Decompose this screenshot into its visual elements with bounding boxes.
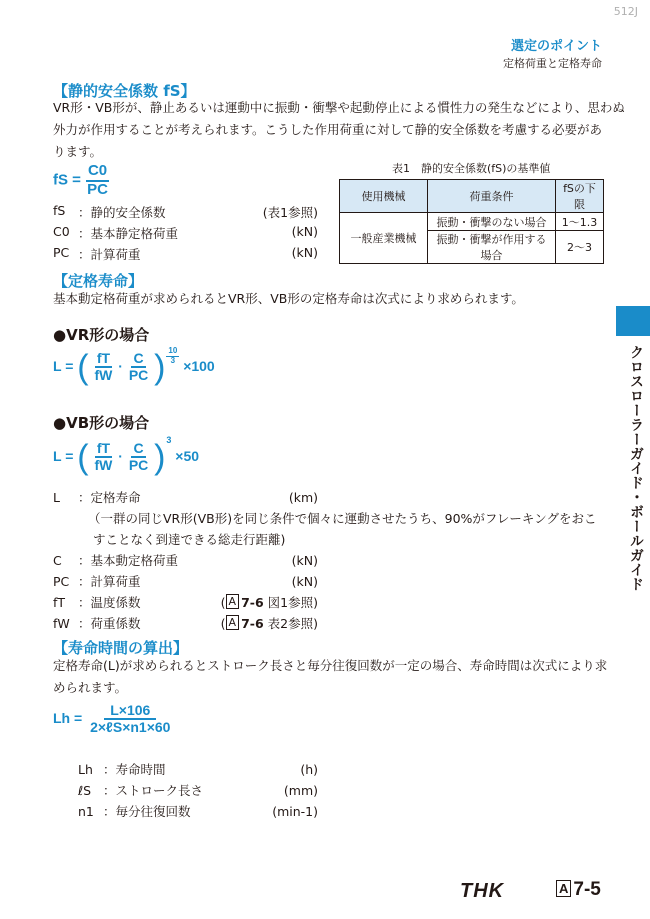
def-symbol: fW: [53, 616, 70, 631]
def-unit: (表1参照): [262, 205, 318, 220]
def-description: ：温度係数: [78, 595, 141, 610]
page-number: [556, 879, 601, 901]
section-body-static-safety: [53, 97, 625, 163]
note-line: （一群の同じVR形(VB形)を同じ条件で個々に運動させたうち、90%がフレーキングをおこ: [88, 511, 597, 526]
table-cell: 2〜3: [556, 231, 604, 264]
definition-row: [53, 245, 318, 266]
formula-lhs: L =: [53, 448, 74, 464]
def-symbol: fT: [53, 595, 66, 610]
def-symbol: PC: [53, 574, 70, 589]
table-row: [340, 213, 604, 231]
def-description: ：寿命時間: [103, 762, 166, 777]
note-line: すことなく到達できる総走行距離): [93, 532, 286, 547]
formula-denominator: PC: [128, 457, 149, 474]
table-cell: 振動・衝撃が作用する場合: [428, 231, 556, 264]
definition-row: [53, 487, 318, 508]
table-cell: 1〜1.3: [556, 213, 604, 231]
body-line: ります。: [53, 144, 103, 159]
header-title: 選定のポイント: [510, 39, 602, 54]
paren-close: ): [154, 438, 166, 477]
body-line: VR形・VB形が、静止あるいは運動中に振動・衝撃や起動停止による慣性力の発生などにより、思わぬ: [53, 100, 625, 115]
definition-row: [53, 613, 318, 634]
paren-close: ): [154, 348, 166, 387]
page-number-value: 7-5: [573, 879, 601, 900]
def-symbol: C: [53, 553, 62, 568]
formula-fraction: [92, 351, 114, 384]
formula-numerator: L×106: [104, 703, 156, 720]
table-cell: 振動・衝撃のない場合: [428, 213, 556, 231]
definition-row: [53, 550, 318, 571]
exponent-numerator: 10: [168, 346, 178, 355]
table-header-row: [340, 180, 604, 213]
side-tab-marker: [616, 306, 650, 336]
def-description: ：静的安全係数: [78, 205, 166, 220]
formula-numerator: C: [131, 351, 145, 368]
def-description: ：基本静定格荷重: [78, 226, 179, 241]
def-symbol: C0: [53, 224, 70, 239]
formula-numerator: C0: [86, 163, 109, 182]
definition-row: [78, 780, 318, 801]
side-tab-label: クロスローラーガイド・ボールガイド: [628, 345, 644, 592]
ref-target: 図1参照): [267, 595, 318, 610]
definition-note: [88, 508, 597, 550]
section-body-rated-life: 基本動定格荷重が求められるとVR形、VB形の定格寿命は次式により求められます。: [53, 291, 524, 306]
formula-tail: ×100: [183, 358, 215, 374]
def-unit: (min-1): [272, 804, 318, 819]
definitions-life-rest: [53, 550, 318, 634]
table-header: fSの下限: [556, 180, 604, 213]
formula-numerator: C: [131, 441, 145, 458]
formula-exponent: 3: [166, 435, 172, 445]
formula-fraction: [85, 163, 110, 198]
formula-fraction: [127, 441, 150, 474]
def-symbol: fS: [53, 203, 66, 218]
table-caption: 表1 静的安全係数(fS)の基準値: [392, 162, 551, 175]
definitions-life: [53, 487, 318, 508]
def-symbol: PC: [53, 245, 70, 260]
formula-denominator: fW: [94, 457, 113, 474]
ref-page: 7-6: [241, 616, 264, 631]
def-symbol: L: [53, 490, 60, 505]
formula-tail: ×50: [175, 448, 200, 464]
subsection-title-vb: ●VB形の場合: [53, 414, 150, 432]
def-description: ：毎分往復回数: [103, 804, 191, 819]
paren-open: (: [77, 348, 89, 387]
def-unit: (kN): [291, 224, 318, 239]
definition-row: [53, 203, 318, 224]
exponent-denominator: 3: [170, 355, 176, 365]
definition-row: [53, 224, 318, 245]
ref-a-box: A: [226, 594, 240, 609]
def-unit: (h): [300, 762, 318, 777]
ref-a-box: A: [226, 615, 240, 630]
def-description: ：ストローク長さ: [103, 783, 204, 798]
def-unit: (km): [288, 490, 318, 505]
formula-denominator: PC: [128, 367, 149, 384]
ref-target: 表2参照): [267, 616, 318, 631]
table-header: 使用機械: [340, 180, 428, 213]
section-body-life-time: [53, 655, 607, 699]
def-description: ：定格寿命: [78, 490, 141, 505]
formula-denominator: fW: [94, 367, 113, 384]
definitions-fs: [53, 203, 318, 266]
definition-row: [78, 759, 318, 780]
section-title-static-safety: 【静的安全係数 fS】: [53, 82, 196, 100]
page-prefix-box: A: [556, 880, 571, 897]
formula-exponent: [166, 347, 179, 366]
def-reference: ( A 7-6 表2参照): [220, 616, 318, 631]
formula-fraction: [92, 441, 114, 474]
formula-lhs: L =: [53, 358, 74, 374]
def-unit: (mm): [283, 783, 318, 798]
body-line: 外力が作用することが考えられます。こうした作用荷重に対して静的安全係数を考慮する必要があ: [53, 122, 603, 137]
formula-fraction: [127, 351, 150, 384]
definition-row: [53, 592, 318, 613]
formula-lhs: fS =: [53, 171, 81, 189]
def-symbol: ℓS: [78, 783, 92, 798]
formula-lhs: Lh =: [53, 710, 83, 727]
formula-denominator: 2×ℓS×n1×60: [90, 719, 171, 736]
formula-vb: [53, 435, 200, 477]
def-unit: (kN): [291, 553, 318, 568]
def-unit: (kN): [291, 574, 318, 589]
paren-open: (: [77, 438, 89, 477]
header-subtitle: 定格荷重と定格寿命: [503, 57, 602, 70]
formula-numerator: fT: [95, 441, 112, 458]
body-line: められます。: [53, 680, 128, 695]
definition-row: [78, 801, 318, 822]
formula-vr: [53, 346, 215, 387]
def-symbol: n1: [78, 804, 94, 819]
formula-fs: [53, 163, 110, 198]
table-header: 荷重条件: [428, 180, 556, 213]
thk-logo: THK: [460, 880, 505, 902]
def-description: ：計算荷重: [78, 247, 141, 262]
def-unit: (kN): [291, 245, 318, 260]
formula-dot: ·: [118, 358, 123, 374]
table-cell-group: 一般産業機械: [340, 213, 428, 264]
formula-denominator: PC: [87, 180, 108, 198]
formula-dot: ·: [118, 448, 123, 464]
page-code: 512J: [613, 5, 638, 18]
subsection-title-vr: ●VR形の場合: [53, 326, 150, 344]
body-line: 定格寿命(L)が求められるとストローク長さと毎分往復回数が一定の場合、寿命時間は次式により求: [53, 658, 608, 673]
formula-fraction: [86, 703, 174, 736]
definition-row: [53, 571, 318, 592]
def-description: ：計算荷重: [78, 574, 141, 589]
section-title-life-time: 【寿命時間の算出】: [53, 639, 189, 657]
def-description: ：基本動定格荷重: [78, 553, 179, 568]
def-reference: ( A 7-6 図1参照): [220, 595, 318, 610]
formula-numerator: fT: [95, 351, 112, 368]
section-title-rated-life: 【定格寿命】: [53, 272, 144, 290]
definitions-life-time: [78, 759, 318, 822]
safety-factor-table: [339, 179, 604, 264]
def-description: ：荷重係数: [78, 616, 141, 631]
formula-lh: [53, 703, 174, 736]
def-symbol: Lh: [78, 762, 93, 777]
ref-page: 7-6: [241, 595, 264, 610]
